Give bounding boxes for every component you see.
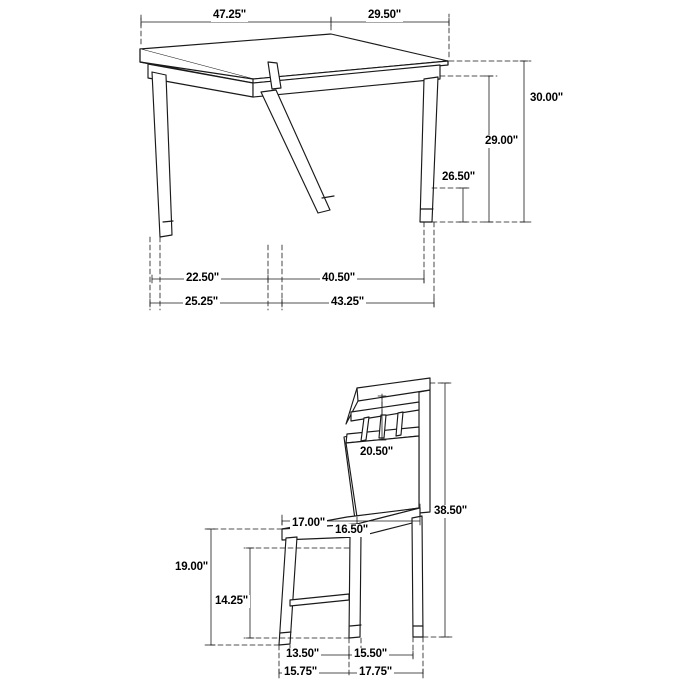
dimension-label-chair-seat-top: 19.00" (175, 561, 209, 573)
dimension-label-table-height-outer: 30.00" (530, 92, 564, 104)
dimension-label-table-base-left: 22.50" (186, 272, 220, 284)
table-drawing (140, 34, 448, 237)
dimension-label-table-foot-right: 43.25" (331, 296, 365, 308)
dimension-label-chair-back-height: 20.50" (360, 446, 394, 458)
dimension-label-chair-foot-side: 17.75" (359, 666, 393, 678)
dimension-label-chair-base-front: 13.50" (286, 648, 320, 660)
dimension-label-chair-total-height: 38.50" (434, 505, 468, 517)
dimension-label-chair-seat-height: 14.25" (215, 595, 249, 607)
dimension-label-table-foot-left: 25.25" (185, 296, 219, 308)
dimension-label-table-apron-height: 26.50" (442, 171, 476, 183)
dimension-label-chair-foot-front: 15.75" (284, 666, 318, 678)
dimension-label-table-top-right: 29.50" (368, 9, 402, 21)
dimension-label-table-top-left: 47.25" (213, 9, 247, 21)
chair-drawing (279, 378, 430, 645)
dimension-label-chair-seat-depth: 17.00" (292, 517, 326, 529)
dimension-label-chair-base-side: 15.50" (354, 648, 388, 660)
dimension-label-table-height-inner: 29.00" (485, 135, 519, 147)
dimension-label-chair-seat-width: 16.50" (335, 524, 369, 536)
dimension-label-table-base-right: 40.50" (322, 272, 356, 284)
